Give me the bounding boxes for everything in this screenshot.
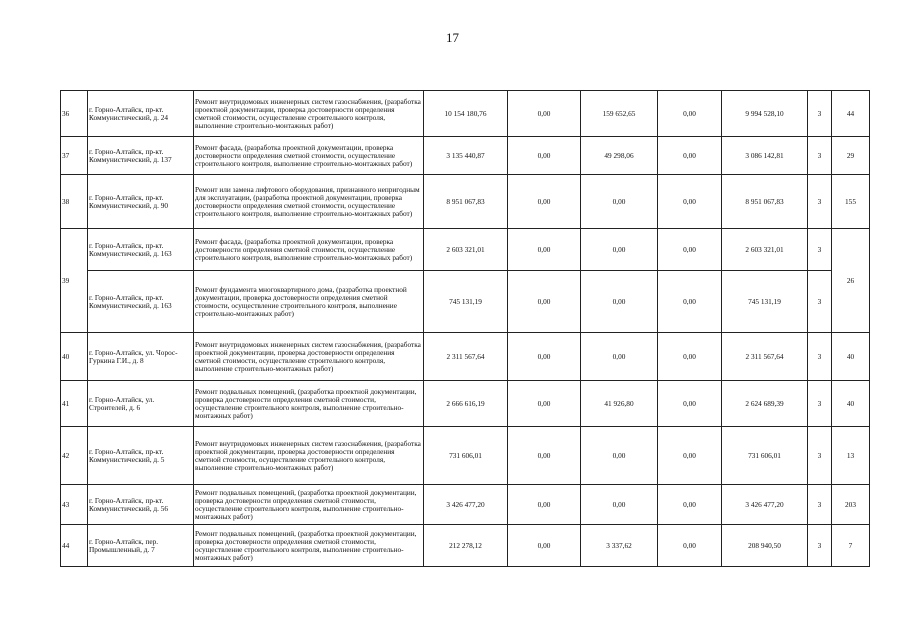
total-cost-cell: 745 131,19: [424, 271, 508, 333]
address-cell: г. Горно-Алтайск, пр-кт. Коммунистический, д. 24: [88, 91, 194, 137]
cost-cell: 0,00: [508, 333, 581, 381]
cost-cell: 0,00: [658, 137, 722, 175]
term-cell: 3: [808, 271, 832, 333]
extra-value-cell: 29: [832, 137, 870, 175]
cost-cell: 0,00: [581, 427, 658, 485]
extra-value-cell: 7: [832, 525, 870, 567]
row-number: 43: [61, 485, 88, 525]
work-description-cell: Ремонт подвальных помещений, (разработка проектной документации, проверка достоверности определения сметной стоимости, осуществление строительного контроля, выполнение строительно-монтажных работ): [194, 525, 424, 567]
row-number: 40: [61, 333, 88, 381]
term-cell: 3: [808, 333, 832, 381]
total-cost-cell: 2 603 321,01: [424, 229, 508, 271]
cost-cell: 0,00: [508, 137, 581, 175]
cost-cell: 0,00: [508, 175, 581, 229]
table-row-44: [61, 525, 870, 567]
address-cell: г. Горно-Алтайск, пр-кт. Коммунистический, д. 137: [88, 137, 194, 175]
cost-cell: 49 298,06: [581, 137, 658, 175]
address-cell: г. Горно-Алтайск, пер. Промышленный, д. 7: [88, 525, 194, 567]
work-description-cell: Ремонт подвальных помещений, (разработка проектной документации, проверка достоверности определения сметной стоимости, осуществление строительного контроля, выполнение строительно-монтажных работ): [194, 381, 424, 427]
total-cost-cell: 212 278,12: [424, 525, 508, 567]
table-row-39a: [61, 229, 870, 271]
total-cost-cell: 8 951 067,83: [424, 175, 508, 229]
cost-cell: 159 652,65: [581, 91, 658, 137]
address-cell: г. Горно-Алтайск, пр-кт. Коммунистический, д. 56: [88, 485, 194, 525]
term-cell: 3: [808, 137, 832, 175]
address-cell: г. Горно-Алтайск, пр-кт. Коммунистический, д. 5: [88, 427, 194, 485]
row-number: 39: [61, 229, 88, 333]
cost-cell: 0,00: [508, 271, 581, 333]
row-number: 44: [61, 525, 88, 567]
cost-cell: 41 926,80: [581, 381, 658, 427]
address-cell: г. Горно-Алтайск, пр-кт. Коммунистический, д. 163: [88, 271, 194, 333]
table-row-37: [61, 137, 870, 175]
extra-value-cell: 40: [832, 381, 870, 427]
cost-cell: 3 426 477,20: [722, 485, 808, 525]
term-cell: 3: [808, 175, 832, 229]
work-description-cell: Ремонт фасада, (разработка проектной документации, проверка достоверности определения сметной стоимости, осуществление строительного контроля, выполнение строительно-монтажных работ): [194, 229, 424, 271]
cost-cell: 2 311 567,64: [722, 333, 808, 381]
cost-cell: 0,00: [658, 485, 722, 525]
cost-cell: 3 337,62: [581, 525, 658, 567]
cost-cell: 0,00: [508, 427, 581, 485]
work-description-cell: Ремонт внутридомовых инженерных систем газоснабжения, (разработка проектной документации, проверка достоверности определения сметной стоимости, осуществление строительного контроля, выполнение строительно-монтажных работ): [194, 333, 424, 381]
total-cost-cell: 3 426 477,20: [424, 485, 508, 525]
cost-cell: 0,00: [658, 91, 722, 137]
term-cell: 3: [808, 485, 832, 525]
row-number: 42: [61, 427, 88, 485]
row-number: 37: [61, 137, 88, 175]
address-cell: г. Горно-Алтайск, ул. Строителей, д. 6: [88, 381, 194, 427]
cost-cell: 0,00: [508, 91, 581, 137]
cost-cell: 0,00: [658, 427, 722, 485]
cost-cell: 0,00: [508, 485, 581, 525]
term-cell: 3: [808, 427, 832, 485]
cost-cell: 3 086 142,81: [722, 137, 808, 175]
table-row-36: [61, 91, 870, 137]
table-row-41: [61, 381, 870, 427]
term-cell: 3: [808, 91, 832, 137]
cost-cell: 0,00: [581, 229, 658, 271]
work-description-cell: Ремонт внутридомовых инженерных систем газоснабжения, (разработка проектной документации, проверка достоверности определения сметной стоимости, осуществление строительного контроля, выполнение строительно-монтажных работ): [194, 427, 424, 485]
page-number: 17: [446, 30, 459, 45]
cost-cell: 0,00: [581, 485, 658, 525]
cost-cell: 0,00: [658, 525, 722, 567]
address-cell: г. Горно-Алтайск, ул. Чорос-Гуркина Г.И., д. 8: [88, 333, 194, 381]
extra-value-cell: 13: [832, 427, 870, 485]
total-cost-cell: 2 311 567,64: [424, 333, 508, 381]
cost-cell: 208 940,50: [722, 525, 808, 567]
cost-cell: 0,00: [658, 271, 722, 333]
program-table: [60, 90, 870, 567]
address-cell: г. Горно-Алтайск, пр-кт. Коммунистический, д. 90: [88, 175, 194, 229]
cost-cell: 0,00: [508, 381, 581, 427]
total-cost-cell: 3 135 440,87: [424, 137, 508, 175]
total-cost-cell: 731 606,01: [424, 427, 508, 485]
cost-cell: 0,00: [658, 229, 722, 271]
cost-cell: 9 994 528,10: [722, 91, 808, 137]
term-cell: 3: [808, 381, 832, 427]
row-number: 41: [61, 381, 88, 427]
extra-value-cell: 155: [832, 175, 870, 229]
term-cell: 3: [808, 229, 832, 271]
extra-value-cell: 26: [832, 229, 870, 333]
row-number: 36: [61, 91, 88, 137]
cost-cell: 745 131,19: [722, 271, 808, 333]
cost-cell: 8 951 067,83: [722, 175, 808, 229]
table-row-39b: [61, 271, 870, 333]
extra-value-cell: 203: [832, 485, 870, 525]
table-row-43: [61, 485, 870, 525]
cost-cell: 0,00: [658, 175, 722, 229]
table-row-38: [61, 175, 870, 229]
cost-cell: 0,00: [658, 333, 722, 381]
address-cell: г. Горно-Алтайск, пр-кт. Коммунистический, д. 163: [88, 229, 194, 271]
cost-cell: 731 606,01: [722, 427, 808, 485]
term-cell: 3: [808, 525, 832, 567]
work-description-cell: Ремонт фундамента многоквартирного дома, (разработка проектной документации, проверка достоверности определения сметной стоимости, осуществление строительного контроля, выполнение строительно-монтажных работ): [194, 271, 424, 333]
work-description-cell: Ремонт внутридомовых инженерных систем газоснабжения, (разработка проектной документации, проверка достоверности определения сметной стоимости, осуществление строительного контроля, выполнение строительно-монтажных работ): [194, 91, 424, 137]
cost-cell: 0,00: [581, 175, 658, 229]
table-row-40: [61, 333, 870, 381]
cost-cell: 2 624 689,39: [722, 381, 808, 427]
extra-value-cell: 40: [832, 333, 870, 381]
total-cost-cell: 10 154 180,76: [424, 91, 508, 137]
total-cost-cell: 2 666 616,19: [424, 381, 508, 427]
work-description-cell: Ремонт подвальных помещений, (разработка проектной документации, проверка достоверности определения сметной стоимости, осуществление строительного контроля, выполнение строительно-монтажных работ): [194, 485, 424, 525]
cost-cell: 0,00: [658, 381, 722, 427]
table-row-42: [61, 427, 870, 485]
row-number: 38: [61, 175, 88, 229]
work-description-cell: Ремонт или замена лифтового оборудования, признанного непригодным для эксплуатации, (разработка проектной документации, проверка достоверности определения сметной стоимости, осуществление строительного контроля, выполнение строительно-монтажных работ): [194, 175, 424, 229]
cost-cell: 0,00: [581, 271, 658, 333]
extra-value-cell: 44: [832, 91, 870, 137]
cost-cell: 2 603 321,01: [722, 229, 808, 271]
cost-cell: 0,00: [581, 333, 658, 381]
cost-cell: 0,00: [508, 525, 581, 567]
cost-cell: 0,00: [508, 229, 581, 271]
work-description-cell: Ремонт фасада, (разработка проектной документации, проверка достоверности определения сметной стоимости, осуществление строительного контроля, выполнение строительно-монтажных работ): [194, 137, 424, 175]
